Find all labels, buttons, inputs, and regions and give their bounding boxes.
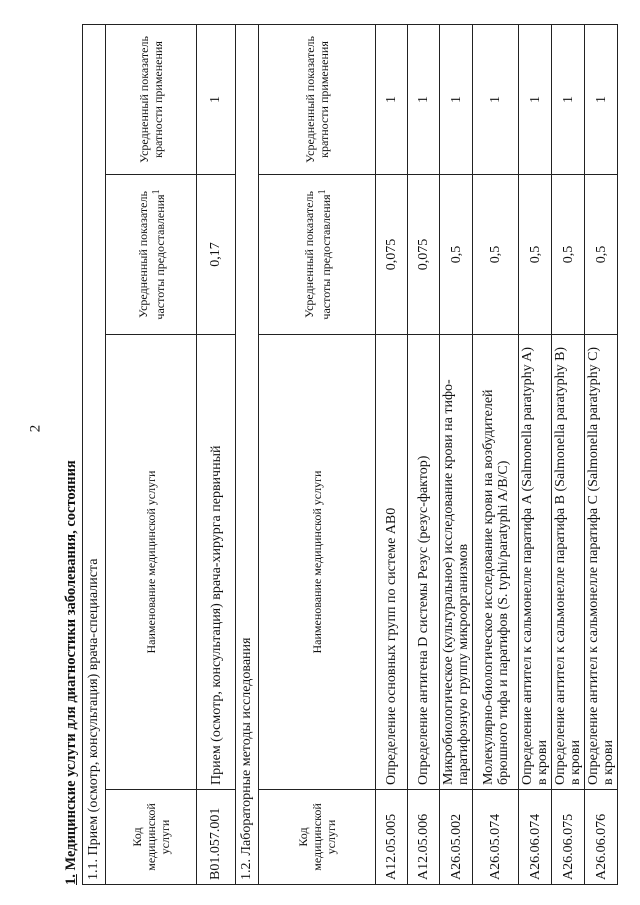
row-freq: 0,075 [376,175,408,335]
header-name: Наименование медицинской услуги [106,335,197,790]
table1-subheading: 1.1. Прием (осмотр, консультация) врача-специалиста [83,24,106,884]
row-code: A12.05.005 [376,790,408,885]
row-code: A26.05.074 [473,790,519,885]
row-mult: 1 [519,24,552,174]
row-code: B01.057.001 [197,790,236,885]
table-row [552,24,585,884]
header-freq [106,175,197,335]
header-name: Наименование медицинской услуги [259,335,376,790]
row-name: Определение антител к сальмонелле паратифа C (Salmonella paratyphy C) в крови [585,335,618,790]
header-freq-text: Усредненный показатель частоты предоставления [301,191,333,320]
table-row [440,24,473,884]
section-number: 1. [63,874,79,885]
table-row [376,24,408,884]
header-code: Код медицинской услуги [259,790,376,885]
row-mult: 1 [440,24,473,174]
row-freq: 0,17 [197,175,236,335]
row-freq: 0,5 [585,175,618,335]
row-name: Прием (осмотр, консультация) врача-хирурга первичный [197,335,236,790]
table-row [519,24,552,884]
header-freq-footnote: 1 [316,189,328,195]
header-freq-footnote: 1 [150,189,162,195]
header-code: Код медицинской услуги [106,790,197,885]
row-code: A26.06.074 [519,790,552,885]
row-name: Определение антител к сальмонелле паратифа B (Salmonella paratyphy B) в крови [552,335,585,790]
table1-header-row [106,24,197,884]
table-row [408,24,440,884]
section-title [60,25,82,885]
row-freq: 0,075 [408,175,440,335]
table2-subheading: 1.2. Лабораторные методы исследования [236,24,259,884]
row-mult: 1 [197,24,236,174]
row-name: Молекулярно-биологическое исследование крови на возбудителей брюшного тифа и паратифов (S. typhi/paratyphi A/B/C) [473,335,519,790]
row-mult: 1 [408,24,440,174]
table-row [473,24,519,884]
header-freq-text: Усредненный показатель частоты предоставления [135,191,167,320]
row-freq: 0,5 [519,175,552,335]
section-title-text: Медицинские услуги для диагностики заболевания, состояния [63,460,79,871]
header-mult: Усредненный показатель кратности применения [106,24,197,174]
row-name: Определение антигена D системы Резус (резус-фактор) [408,335,440,790]
table-row [585,24,618,884]
row-code: A12.05.006 [408,790,440,885]
row-freq: 0,5 [440,175,473,335]
row-mult: 1 [376,24,408,174]
row-mult: 1 [473,24,519,174]
table-row [197,24,236,884]
table-consultation [82,24,236,885]
row-freq: 0,5 [552,175,585,335]
row-code: A26.06.076 [585,790,618,885]
table-laboratory [235,24,618,885]
row-mult: 1 [585,24,618,174]
header-mult: Усредненный показатель кратности применения [259,24,376,174]
row-code: A26.05.002 [440,790,473,885]
row-name: Микробиологическое (культуральное) исследование крови на тифо-паратифозную группу микроорганизмов [440,335,473,790]
row-mult: 1 [552,24,585,174]
rotated-content [60,25,620,885]
table2-header-row [259,24,376,884]
row-name: Определение основных групп по системе AB0 [376,335,408,790]
row-name: Определение антител к сальмонелле паратифа A (Salmonella paratyphy A) в крови [519,335,552,790]
row-code: A26.06.075 [552,790,585,885]
page-number: 2 [27,424,44,433]
row-freq: 0,5 [473,175,519,335]
header-freq [259,175,376,335]
